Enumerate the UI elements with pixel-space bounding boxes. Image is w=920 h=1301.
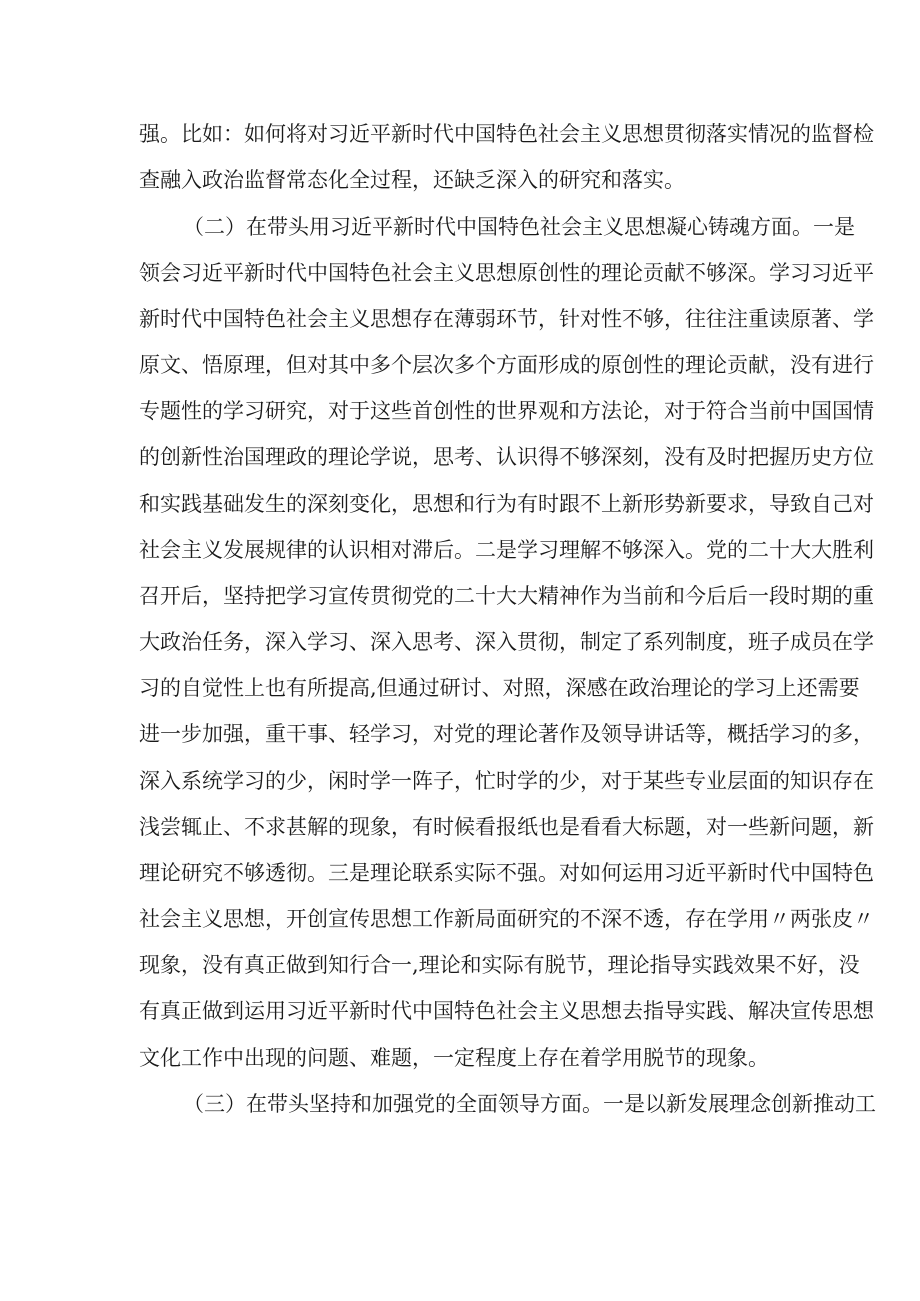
text-line: 有真正做到运用习近平新时代中国特色社会主义思想去指导实践、解决宣传思想 [139,999,874,1023]
text-line: 理论研究不够透彻。三是理论联系实际不强。对如何运用习近平新时代中国特色 [139,861,874,885]
text-line: 现象，没有真正做到知行合一,理论和实际有脱节，理论指导实践效果不好，没 [139,953,860,977]
text-line: 强。比如：如何将对习近平新时代中国特色社会主义思想贯彻落实情况的监督检 [139,122,874,146]
text-line: 社会主义发展规律的认识相对滞后。二是学习理解不够深入。党的二十大大胜利 [139,538,874,562]
text-line: 习的自觉性上也有所提高,但通过研讨、对照，深感在政治理论的学习上还需要 [139,676,860,700]
text-line: 查融入政治监督常态化全过程，还缺乏深入的研究和落实。 [139,168,685,192]
text-line: 召开后，坚持把学习宣传贯彻党的二十大大精神作为当前和今后后一段时期的重 [139,584,874,608]
text-line: 浅尝辄止、不求甚解的现象，有时候看报纸也是看看大标题，对一些新问题，新 [139,815,874,839]
text-line: 的创新性治国理政的理论学说，思考、认识得不够深刻，没有及时把握历史方位 [139,445,874,469]
paragraph-heading-2: （二）在带头用习近平新时代中国特色社会主义思想凝心铸魂方面。一是 [183,215,855,239]
text-line: 文化工作中出现的问题、难题，一定程度上存在着学用脱节的现象。 [139,1046,769,1070]
text-line: 专题性的学习研究，对于这些首创性的世界观和方法论，对于符合当前中国国情 [139,399,874,423]
text-line: 新时代中国特色社会主义思想存在薄弱环节，针对性不够，往往注重读原著、学 [139,307,874,331]
text-line: 社会主义思想，开创宣传思想工作新局面研究的不深不透，存在学用〃两张皮〃 [139,907,874,931]
paragraph-heading-3: （三）在带头坚持和加强党的全面领导方面。一是以新发展理念创新推动工 [183,1092,876,1116]
text-line: 进一步加强，重干事、轻学习，对党的理论著作及领导讲话等，概括学习的多， [139,722,874,746]
text-line: 深入系统学习的少，闲时学一阵子，忙时学的少，对于某些专业层面的知识存在 [139,769,874,793]
text-line: 领会习近平新时代中国特色社会主义思想原创性的理论贡献不够深。学习习近平 [139,261,874,285]
text-line: 和实践基础发生的深刻变化，思想和行为有时跟不上新形势新要求，导致自己对 [139,492,874,516]
text-line: 大政治任务，深入学习、深入思考、深入贯彻，制定了系列制度，班子成员在学 [139,630,874,654]
text-line: 原文、悟原理，但对其中多个层次多个方面形成的原创性的理论贡献，没有进行 [139,353,874,377]
